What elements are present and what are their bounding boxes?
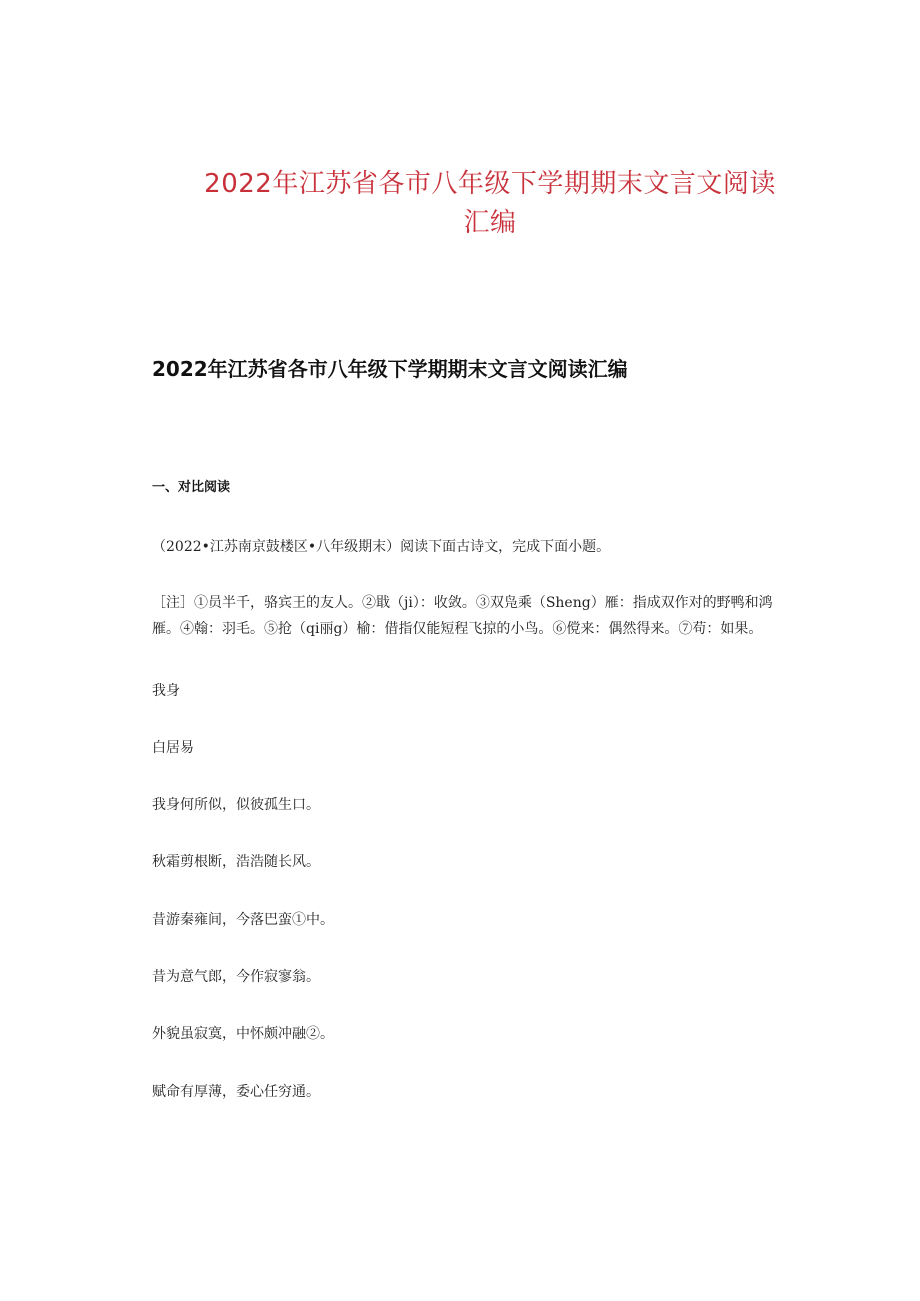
- poem-line: 秋霜剪根断，浩浩随长风。: [152, 854, 320, 870]
- question-source: （2022•江苏南京鼓楼区•八年级期末）阅读下面古诗文，完成下面小题。: [152, 539, 611, 555]
- document-heading: 2022年江苏省各市八年级下学期期末文言文阅读汇编: [152, 357, 628, 381]
- poem-author: 白居易: [152, 740, 194, 756]
- poem-title: 我身: [152, 683, 180, 699]
- poem-line: 昔游秦雍间，今落巴蛮①中。: [152, 912, 334, 928]
- poem-line: 赋命有厚薄，委心任穷通。: [152, 1084, 320, 1100]
- annotation-note: ［注］①员半千，骆宾王的友人。②戢（ji）：收敛。③双凫乘（Sheng）雁：指成双作对的野鸭和鸿雁。④翰：羽毛。⑤抢（qi丽g）榆：借指仅能短程飞掠的小鸟。⑥傥来：偶然得来。⑦苟：如果。: [152, 595, 773, 637]
- section-heading: 一、对比阅读: [152, 480, 231, 495]
- cover-title-line-1: 2022年江苏省各市八年级下学期期末文言文阅读: [204, 169, 776, 199]
- poem-line: 昔为意气郎，今作寂寥翁。: [152, 969, 320, 985]
- cover-title-line-2: 汇编: [463, 208, 517, 238]
- poem-line: 我身何所似，似彼孤生口。: [152, 797, 320, 813]
- poem-line: 外貌虽寂寞，中怀颇冲融②。: [152, 1026, 334, 1042]
